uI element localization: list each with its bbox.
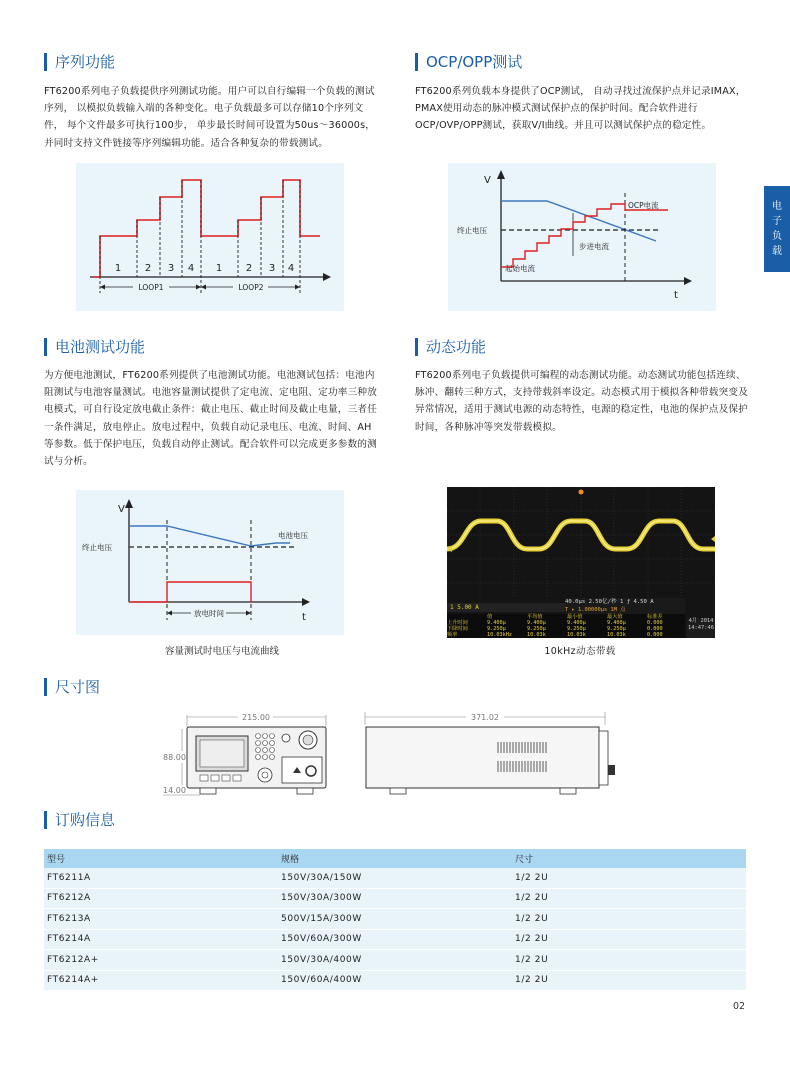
table-row: FT6214A 150V/60A/300W 1/2 2U <box>44 929 746 950</box>
width-dimension: 215.00 <box>242 713 270 722</box>
step-label: 3 <box>268 263 276 274</box>
ocp-chart-panel <box>448 163 716 311</box>
side-view <box>365 712 615 794</box>
dynamic-title: 动态功能 <box>415 338 486 356</box>
sequence-title: 序列功能 <box>44 53 115 71</box>
col-model: 型号 <box>44 849 278 868</box>
step-label: 2 <box>144 263 152 274</box>
scope-measure-table <box>447 614 685 638</box>
battery-v-axis: V <box>118 504 125 515</box>
table-row: FT6212A+ 150V/30A/400W 1/2 2U <box>44 950 746 971</box>
scope-readout-sub: T ▸ 1.00000μs 1M 点 <box>565 606 685 614</box>
col-size: 尺寸 <box>512 849 746 868</box>
ocp-start-current: 起始电流 <box>505 264 535 273</box>
battery-t-axis: t <box>302 612 306 623</box>
ordering-title: 订购信息 <box>44 811 115 829</box>
ocp-v-axis: V <box>484 175 491 186</box>
ocp-current-label: OCP电流 <box>628 201 659 210</box>
battery-end-voltage: 终止电压 <box>82 543 112 552</box>
battery-body: 为方便电池测试，FT6200系列提供了电池测试功能。电池测试包括：电池内阻测试与电池容量测试。电池容量测试提供了定电流、定电阻、定功率三种放电模式，可自行设定放电截止条件：截止电压、截止时间及截止电量，三者任一条件满足，放电停止。放电过程中，负载自动记录电压、电流、时间、AH等参数。低于保护电压，负载自动停止测试。配合软件可以完成更多参数的测试与分析。 <box>44 370 377 468</box>
scope-readout-top: 40.0μs 2.50亿/秒 1 ƒ 4.50 A <box>565 598 685 607</box>
ocp-step-current: 步进电流 <box>579 242 609 251</box>
table-header-row <box>44 849 746 868</box>
sequence-chart-panel <box>76 163 344 311</box>
battery-title: 电池测试功能 <box>44 338 145 356</box>
dynamic-body: FT6200系列电子负载提供可编程的动态测试功能。动态测试功能包括连续、脉冲、翻转三种方式，支持带载斜率设定。动态模式用于模拟各种带载突变及异常情况，适用于测试电源的动态特性，电源的稳定性，电池的保护点及保护时间，各种脉冲等突发带载模拟。 <box>415 370 748 433</box>
ordering-table <box>44 849 746 991</box>
battery-chart-panel <box>76 490 344 635</box>
step-label: 3 <box>167 263 175 274</box>
side-tab-electronic-load: 电 子 负 载 <box>764 186 790 272</box>
page-number: 02 <box>733 1001 746 1012</box>
scope-col-header: 最大值 <box>607 614 623 620</box>
table-row: FT6212A 150V/30A/300W 1/2 2U <box>44 888 746 909</box>
scope-col-header: 标准差 <box>647 614 663 620</box>
ocp-body: FT6200系列负载本身提供了OCP测试， 自动寻找过流保护点并记录IMAX，PMAX使用动态的脉冲模式测试保护点的保护时间。配合软件进行OCP/OVP/OPP测试，获取V/I曲线。并且可以测试保护点的稳定性。 <box>415 86 746 132</box>
ocp-chart <box>448 163 716 311</box>
ocp-end-voltage: 终止电压 <box>457 226 487 235</box>
dimension-drawing <box>160 705 630 800</box>
step-label: 2 <box>245 263 253 274</box>
col-spec: 规格 <box>278 849 512 868</box>
step-label: 4 <box>287 263 295 274</box>
foot-dimension: 14.00 <box>163 786 186 795</box>
loop2-label: LOOP2 <box>238 283 264 292</box>
battery-voltage-label: 电池电压 <box>278 531 308 540</box>
front-view <box>163 713 326 795</box>
dimensions-title: 尺寸图 <box>44 678 100 696</box>
oscilloscope-screenshot <box>447 487 715 638</box>
step-label: 4 <box>187 263 195 274</box>
ocp-title: OCP/OPP测试 <box>415 53 522 71</box>
height-dimension: 88.00 <box>163 753 186 762</box>
scope-col-header: 值 <box>487 614 493 620</box>
battery-chart <box>76 490 344 635</box>
step-label: 1 <box>114 263 122 274</box>
scope-col-header: 最小值 <box>567 614 583 620</box>
scope-row: 上升时间 9.400μ 9.400μ 9.400μ 9.400μ 0.000 <box>447 620 663 626</box>
scope-col-header: 平均值 <box>527 614 543 620</box>
dynamic-caption: 10kHz动态带载 <box>544 646 616 657</box>
scope-row: 频率 10.03kHz 10.03k 10.03k 10.03k 0.000 <box>447 632 663 638</box>
scope-ch1: 1 5.00 A <box>447 603 568 612</box>
scope-datetime: 4月 2014 14:47:46 <box>687 618 715 638</box>
table-row: FT6214A+ 150V/60A/400W 1/2 2U <box>44 970 746 991</box>
table-row: FT6211A 150V/30A/150W 1/2 2U <box>44 868 746 888</box>
sequence-chart <box>76 163 344 311</box>
sequence-body: FT6200系列电子负载提供序列测试功能。用户可以自行编辑一个负载的测试序列， 以模拟负载输入端的各种变化。电子负载最多可以存储10个序列文件， 每个文件最多可执行100步， 单步最长时间可设置为50us～36000s，并同时支持文件链接等序列编辑功能。适合各种复杂的带载测试。 <box>44 86 376 149</box>
ocp-t-axis: t <box>674 290 678 301</box>
loop1-label: LOOP1 <box>138 283 164 292</box>
battery-caption: 容量测试时电压与电流曲线 <box>164 646 279 657</box>
table-row: FT6213A 500V/15A/300W 1/2 2U <box>44 909 746 930</box>
depth-dimension: 371.02 <box>471 713 499 722</box>
battery-discharge-time: 放电时间 <box>194 609 224 618</box>
step-label: 1 <box>215 263 223 274</box>
scope-row: 下降时间 9.250μ 9.250μ 9.250μ 9.250μ 0.000 <box>447 626 663 632</box>
